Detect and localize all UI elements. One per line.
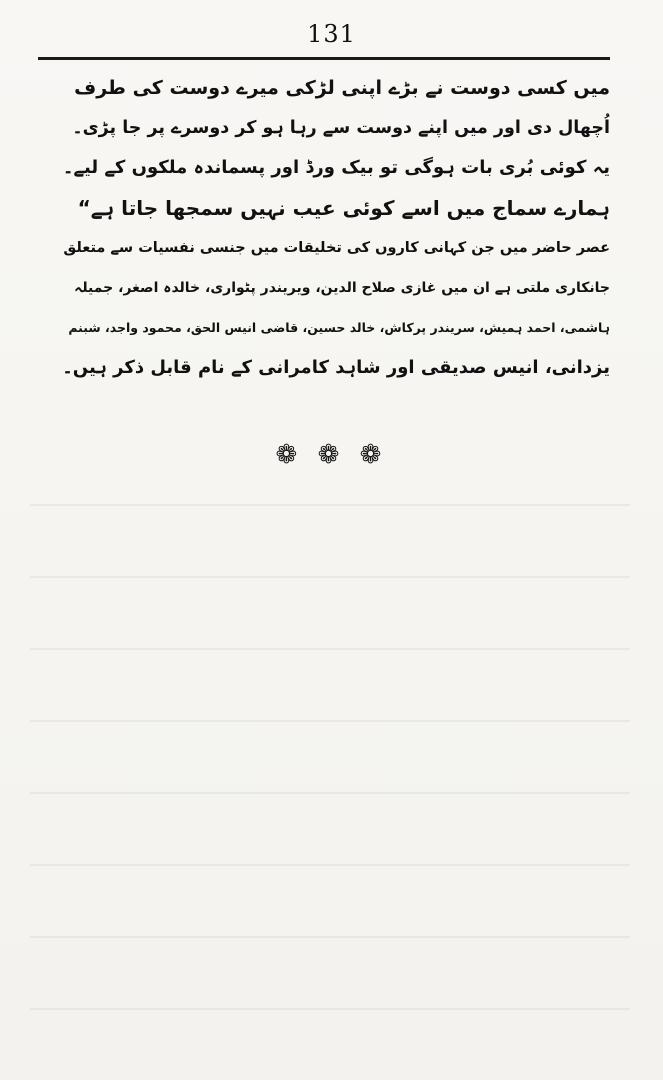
header-rule [38, 57, 610, 60]
text-line: اُچھال دی اور میں اپنے دوست سے رہا ہو کر دوسرے پر جا پڑی۔ [72, 118, 610, 138]
text-line: عصر حاضر میں جن کہانی کاروں کی تخلیقات میں جنسی نفسیات سے متعلق [63, 240, 610, 256]
text-line: یہ کوئی بُری بات ہوگی تو بیک ورڈ اور پسماندہ ملکوں کے لیے۔ [62, 157, 610, 178]
flower-ornament-icon: ❁ [317, 440, 346, 470]
body-text [62, 68, 610, 388]
section-divider-ornament [0, 440, 663, 470]
text-line: جانکاری ملتی ہے ان میں غازی صلاح الدین، ویریندر پٹواری، خالدہ اصغر، جمیلہ [74, 280, 610, 296]
flower-ornament-icon: ❁ [275, 440, 304, 470]
text-line: یزدانی، انیس صدیقی اور شاہد کامرانی کے نام قابل ذکر ہیں۔ [62, 357, 610, 378]
text-line: ہاشمی، احمد ہمیش، سریندر پرکاش، خالد حسین، قاضی انیس الحق، محمود واجد، شبنم [68, 320, 610, 335]
flower-ornament-icon: ❁ [359, 440, 388, 470]
text-line: میں کسی دوست نے بڑے اپنی لڑکی میرے دوست کی طرف [74, 77, 610, 99]
page-number: 131 [307, 20, 356, 48]
reverse-side-bleed-through [30, 470, 630, 1050]
text-line: ہمارے سماج میں اسے کوئی عیب نہیں سمجھا جاتا ہے“ [77, 196, 610, 220]
